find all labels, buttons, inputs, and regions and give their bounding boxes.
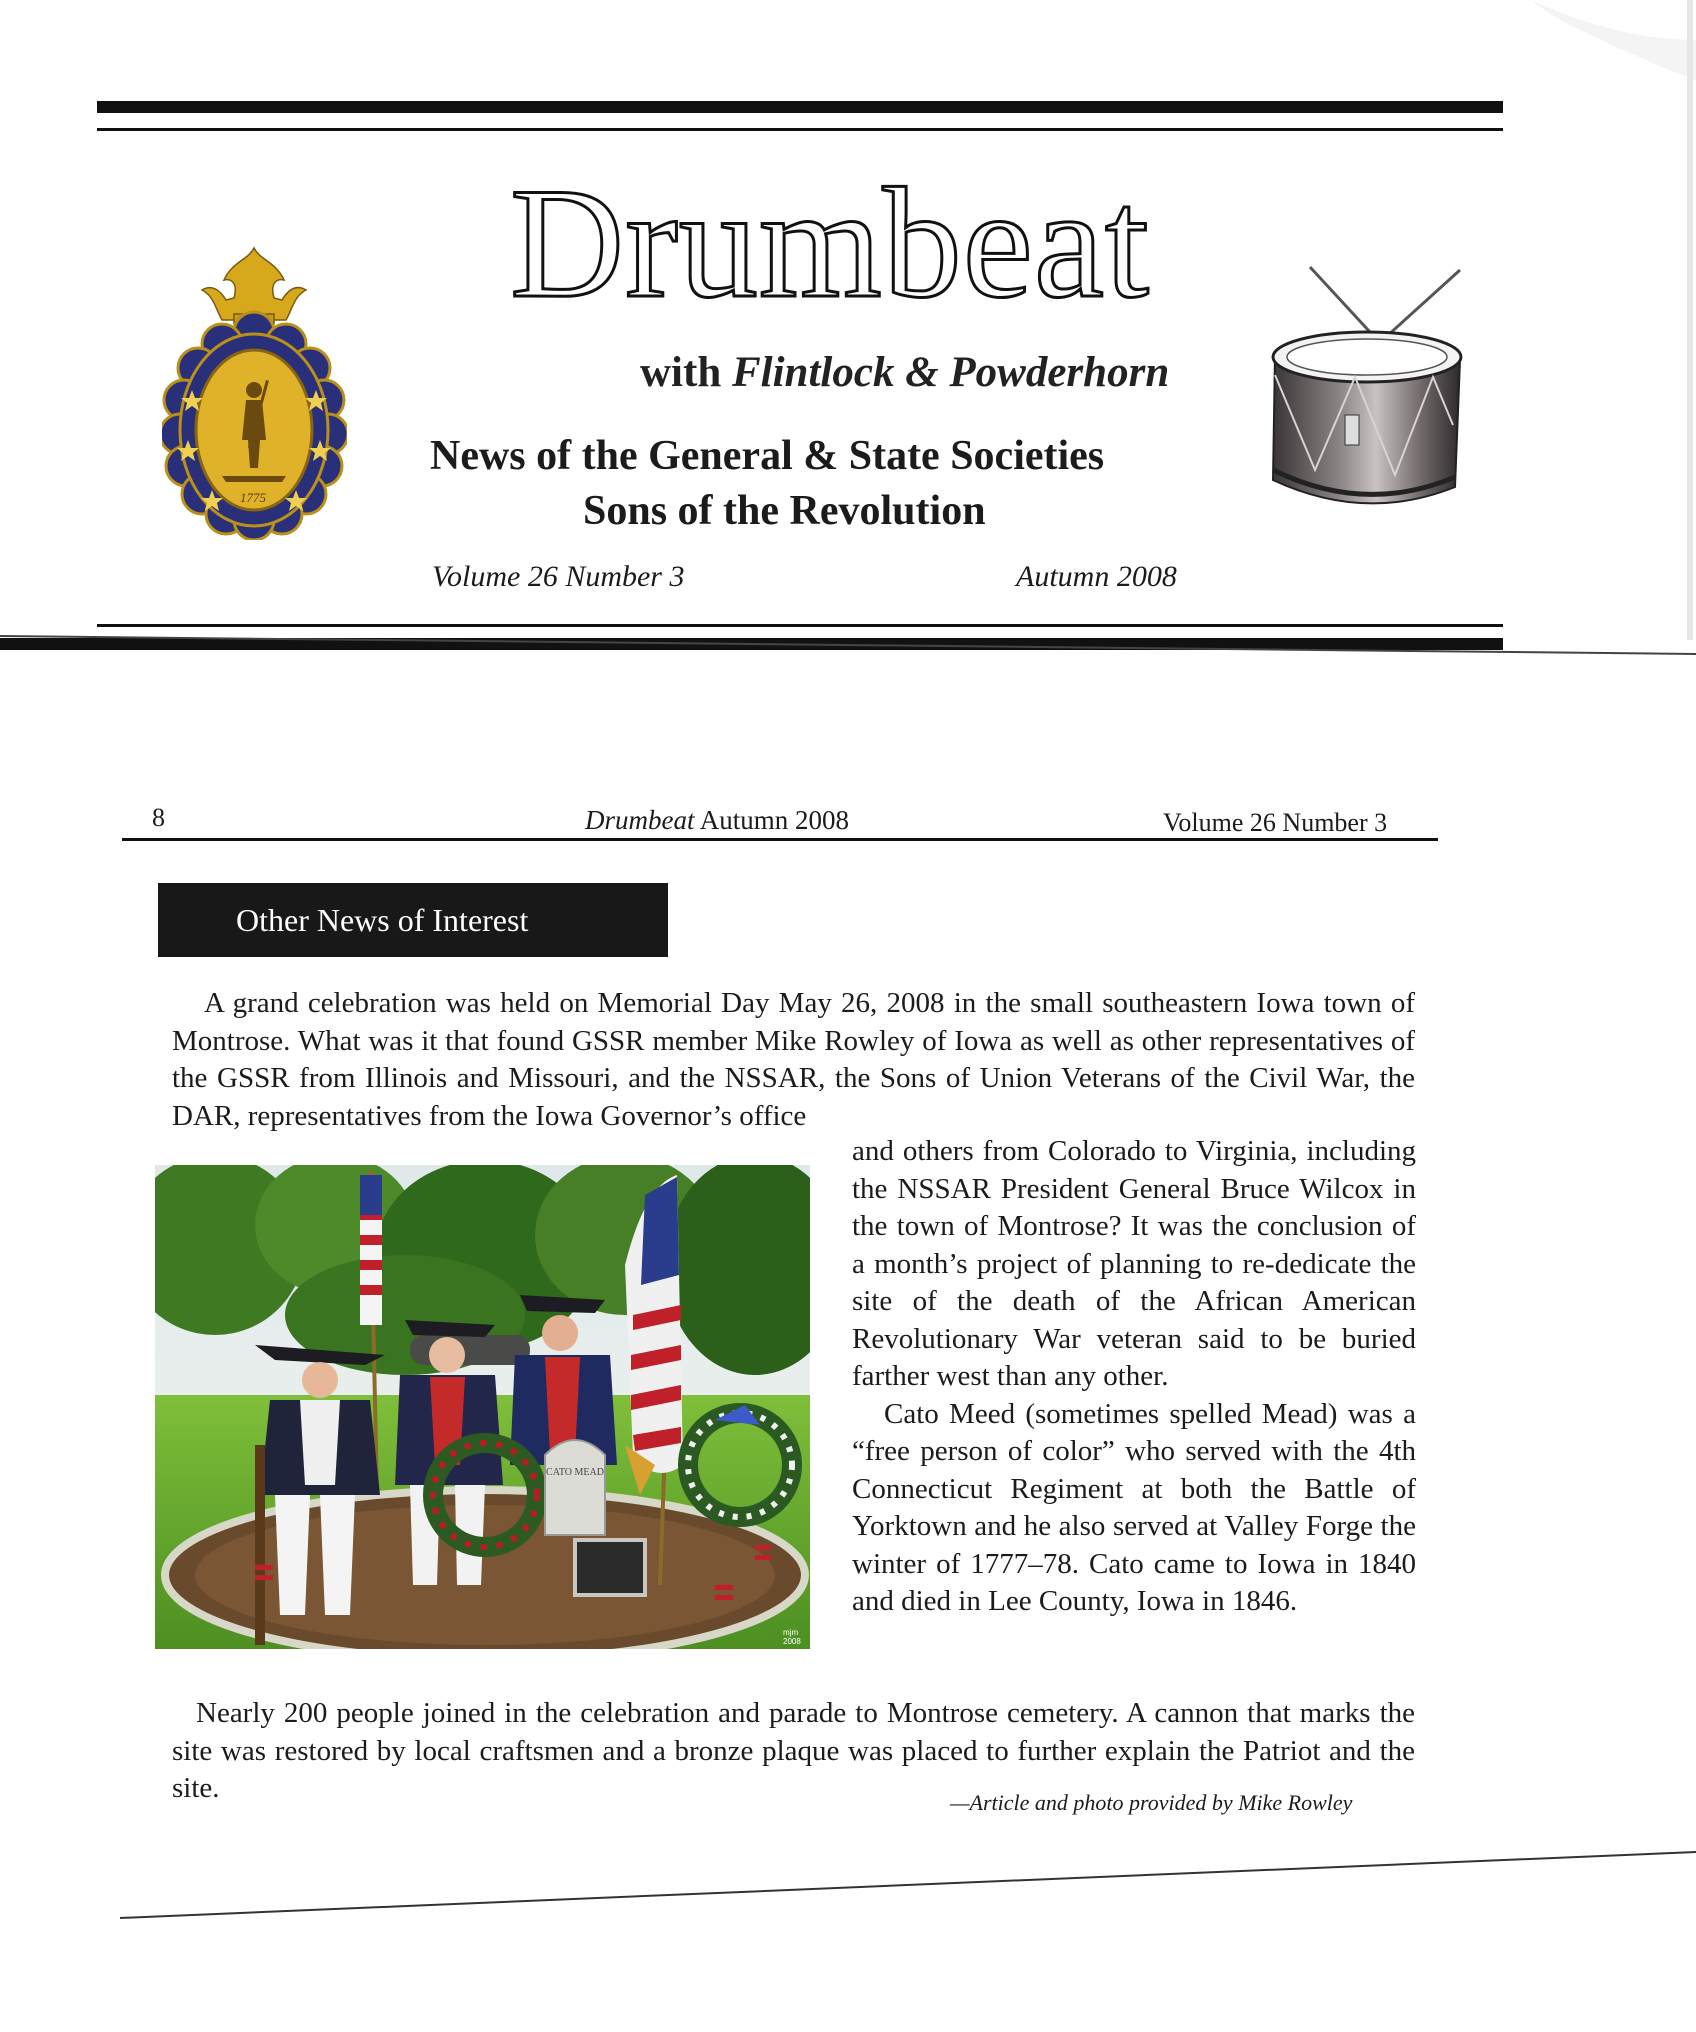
masthead-top-thin-rule: [97, 128, 1503, 131]
masthead-bottom-thick-rule: [0, 638, 1503, 650]
masthead-top-thick-rule: [97, 101, 1503, 113]
article-paragraph-1-text: A grand celebration was held on Memorial Day May 26, 2008 in the small southeastern Iowa town of Montrose. What was it that found GSSR member Mike Rowley of Iowa as well as other representatives of the GSSR from Illinois and Missouri, and the NSSAR, the Sons of Union Veterans of the Civil War, the DAR, representatives from the Iowa Governor’s office: [172, 987, 1415, 1132]
page-number: 8: [152, 803, 165, 832]
photo-watermark-1: mjm: [783, 1628, 799, 1637]
masthead-volume: Volume 26 Number 3: [432, 560, 685, 593]
gravestone-inscription: CATO MEAD: [546, 1467, 604, 1478]
running-header-center: [585, 805, 849, 836]
masthead-season: Autumn 2008: [1016, 560, 1177, 593]
article-paragraph-2: [852, 1133, 1416, 1621]
running-header-pub-name: Drumbeat: [585, 805, 695, 835]
article-paragraph-2b: [852, 1396, 1416, 1621]
emblem-year: 1775: [240, 490, 266, 505]
running-header-volume: Volume 26 Number 3: [1163, 808, 1388, 837]
article-paragraph-1: [172, 985, 1415, 1135]
article-paragraph-2a-text: and others from Colorado to Virginia, including the NSSAR President General Bruce Wilcox in the town of Montrose? It was the conclusion of a month’s project of planning to re-dedicate the site of the death of the African American Revolutionary War veteran said to be buried farther west than any other.: [852, 1135, 1416, 1392]
ceremony-photo: [155, 1165, 810, 1649]
drum-icon: [1255, 265, 1475, 530]
masthead-subtitle-prefix: with: [640, 349, 722, 396]
article-paragraph-2b-text: Cato Meed (sometimes spelled Mead) was a “free person of color” who served with the 4th Connecticut Regiment at both the Battle of Yorktown and he also served at Valley Forge the winter of 1777–78. Cato came to Iowa in 1840 and died in Lee County, Iowa in 1846.: [852, 1397, 1416, 1617]
masthead-subtitle: [640, 348, 1169, 397]
article-credit: —Article and photo provided by Mike Rowley: [950, 1790, 1353, 1815]
masthead-bottom-thin-rule: [97, 624, 1503, 627]
article-paragraph-3-text: Nearly 200 people joined in the celebration and parade to Montrose cemetery. A cannon that marks the site was restored by local craftsmen and a bronze plaque was placed to further explain the Patriot and the site.: [172, 1697, 1415, 1804]
masthead-news-line-2: Sons of the Revolution: [583, 488, 986, 534]
running-header-date: Autumn 2008: [699, 805, 850, 835]
masthead-title: Drumbeat: [510, 156, 1150, 331]
section-banner: Other News of Interest: [158, 883, 668, 957]
masthead-subtitle-italic: Flintlock & Powderhorn: [731, 349, 1170, 396]
masthead-news-line-1: News of the General & State Societies: [430, 433, 1105, 479]
running-header-rule: [122, 838, 1438, 841]
society-emblem-icon: [162, 240, 347, 540]
photo-watermark-2: 2008: [783, 1637, 801, 1646]
